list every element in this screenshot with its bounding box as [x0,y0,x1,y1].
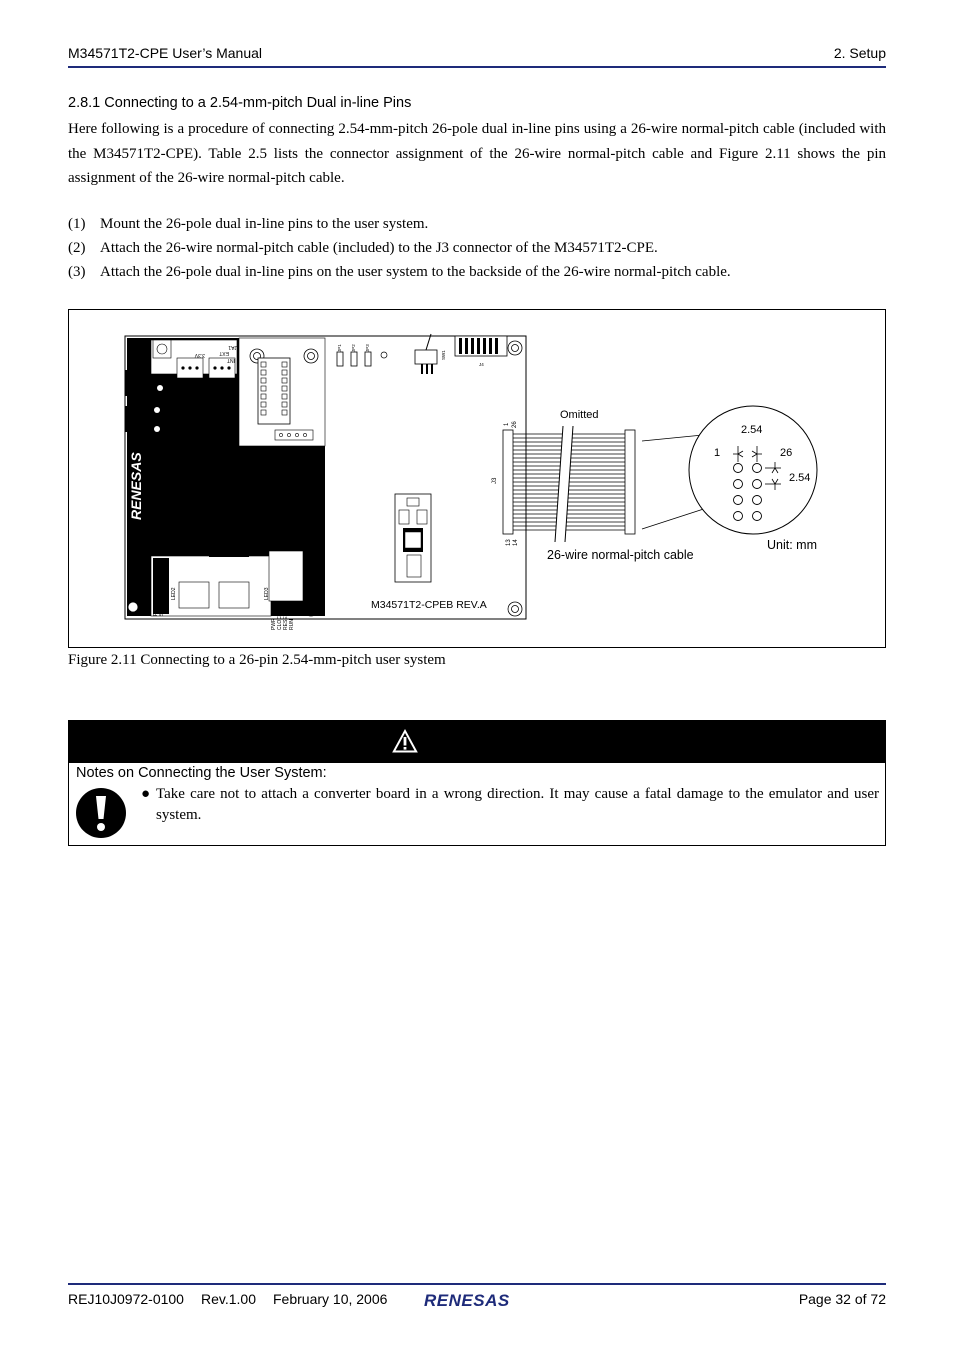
silk-ext: EXT [219,350,229,356]
silk-reset: RESET [283,613,289,630]
step-text: Attach the 26-wire normal-pitch cable (included) to the J3 connector of the M34571T2-CPE. [100,240,658,256]
footer-revision: Rev.1.00 [201,1291,256,1307]
footer-doc-id: REJ10J0972-0100 [68,1291,184,1307]
renesas-logo-text: RENESAS [424,1291,510,1310]
caution-heading: Notes on Connecting the User System: [76,765,327,781]
step-1 [68,216,428,233]
pin-first-label: 1 [714,447,721,459]
connection-figure [69,310,885,647]
omitted-label: Omitted [560,409,599,421]
connector-j4 [455,336,507,356]
caution-bar [69,721,885,763]
silk-pwr: PWR [271,618,277,630]
footer-date: February 10, 2006 [273,1291,388,1307]
pitch-vertical: 2.54 [789,472,811,484]
cable-label: 26-wire normal-pitch cable [547,548,694,562]
silk-run: RUN [289,619,295,630]
jumper-jp3 [365,352,371,366]
silk-led1: LED1 [147,603,153,616]
footer-rule [68,1283,886,1285]
bullet-marker: ● [141,785,151,802]
intro-paragraph: Here following is a procedure of connecting 2.54-mm-pitch 26-pole dual in-line pins using a 26-wire normal-pitch cable (included with the M34571T2-CPE). Table 2.5 lists the connector assignment of the 26-wire normal-pitch cable and Figure 2.11 shows the pin assignment of the 26-wire normal-pitch cable. [68,121,886,186]
step-text: Mount the 26-pole dual in-line pins to the user system. [100,216,429,232]
silk-led2: LED2 [171,587,177,600]
svg-text:SW1: SW1 [441,350,446,360]
caution-box [68,720,886,846]
j3-pin-bottom-b: 14 [513,539,519,546]
j3-pin-top-b: 26 [512,421,518,428]
silk-led4: LED4 [304,593,310,606]
step-number: (3) [68,264,86,280]
svg-text:JP2: JP2 [351,344,356,352]
j3-label: J3 [492,477,498,484]
exclamation-icon [75,787,127,839]
step-3 [68,264,731,281]
warning-triangle-icon [391,728,419,754]
jumper-jp1 [337,352,343,366]
j4-label: J4 [479,362,484,367]
switch-sw1 [153,340,171,358]
pitch-horizontal: 2.54 [741,424,763,436]
renesas-logo [420,1289,536,1311]
connector-right [219,582,249,608]
silk-led3: LED3 [264,587,270,600]
pin-last-label: 26 [780,447,793,459]
caution-text: Take care not to attach a converter board in a wrong direction. It may cause a fatal damage to the emulator and user system. [156,786,879,823]
step-2 [68,240,658,257]
silk-safe: SAFE [159,602,165,616]
header-chapter: 2. Setup [833,45,886,61]
connector-left [179,582,209,608]
header-manual-title: M34571T2-CPE User’s Manual [68,45,263,61]
section-title: 2.8.1 Connecting to a 2.54-mm-pitch Dual in-line Pins [68,95,412,111]
j3-pin-top-a: 1 [504,422,510,426]
led-indicator [381,352,387,358]
silk-int: INT [226,357,235,363]
pod-brand-logo: RENESAS [128,452,144,520]
step-number: (2) [68,240,86,256]
figure-caption: Figure 2.11 Connecting to a 26-pin 2.54-mm-pitch user system [68,652,446,668]
unit-label: Unit: mm [767,538,817,552]
toggle-switch [415,350,437,364]
footer-page-number: Page 32 of 72 [798,1291,886,1307]
svg-text:JP1: JP1 [337,344,342,352]
figure-frame [68,309,886,648]
board-label: M34571T2-CPEB REV.A [371,599,487,611]
silk-jp-labels: JA1 [228,344,237,350]
jumper-jp2 [351,352,357,366]
j3-pin-bottom-a: 13 [506,539,512,546]
silk-clock: CLOCK [277,612,283,630]
step-text: Attach the 26-pole dual in-line pins on the user system to the backside of the 26-wire normal-pitch cable. [100,264,731,280]
silk-vcc: 3.3V [194,352,205,358]
header-rule [68,66,886,68]
step-number: (1) [68,216,86,232]
silk-power: POWER [153,597,159,616]
svg-text:JP3: JP3 [365,344,370,352]
